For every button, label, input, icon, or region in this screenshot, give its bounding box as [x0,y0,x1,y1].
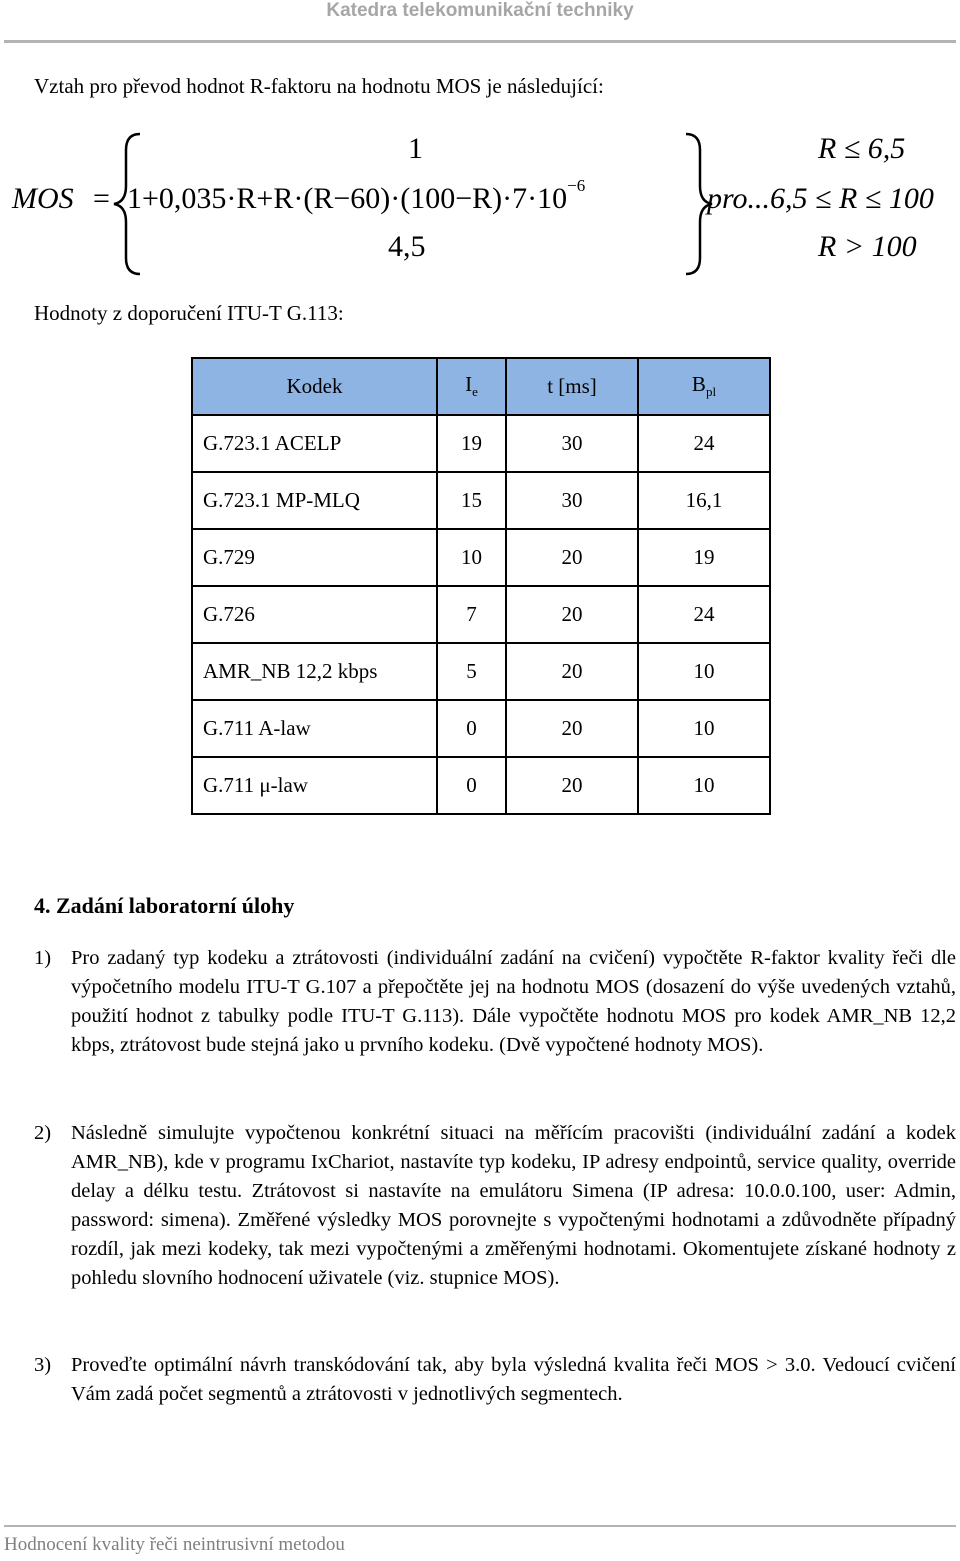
cell-kodek: G.726 [192,586,437,643]
cell-kodek: G.729 [192,529,437,586]
table-header-row [192,358,770,415]
cell-ie: 10 [437,529,506,586]
page-header-title: Katedra telekomunikační techniky [326,0,634,21]
cell-ie: 7 [437,586,506,643]
task-item-3 [34,1351,956,1409]
table-row [192,472,770,529]
task-number: 1) [34,947,52,969]
task-number: 2) [34,1122,52,1144]
header-t: t [ms] [506,358,638,415]
cell-kodek: G.711 A-law [192,700,437,757]
codec-table [191,357,771,815]
cell-t: 20 [506,586,638,643]
cell-bpl: 10 [638,643,770,700]
table-row [192,757,770,814]
task-number: 3) [34,1354,52,1376]
task-text: Pro zadaný typ kodeku a ztrátovosti (individuální zadání na cvičení) vypočtěte R-faktor kvality řeči dle výpočetního modelu ITU-T G.107 a přepočtěte jej na hodnotu MOS (dosazení do výše uvedených vztahů, použití hodnot z tabulky podle ITU-T G.113). Dále vypočtěte hodnotu MOS pro kodek AMR_NB 12,2 kbps, ztrátovost bude stejná jako u prvního kodeku. (Dvě vypočtené hodnoty MOS). [71,947,956,1056]
cell-bpl: 16,1 [638,472,770,529]
header-kodek: Kodek [192,358,437,415]
footer-divider [4,1525,956,1527]
cell-t: 20 [506,757,638,814]
cell-t: 20 [506,643,638,700]
header-bpl [638,358,770,415]
formula-case2 [127,176,586,216]
table-row [192,586,770,643]
cell-bpl: 10 [638,700,770,757]
table-row [192,643,770,700]
formula-equals: = [93,182,110,215]
formula-case2-exponent: −6 [567,176,586,195]
cell-bpl: 24 [638,415,770,472]
cell-ie: 0 [437,700,506,757]
task-item-1 [34,944,956,1060]
formula-condition-3: R > 100 [818,230,917,263]
formula-lhs: MOS [12,182,74,215]
cell-bpl: 10 [638,757,770,814]
header-ie-main: I [465,372,473,397]
header-bpl-main: B [691,372,706,397]
formula-case3-value: 4,5 [388,230,426,263]
cell-t: 30 [506,415,638,472]
task-item-2 [34,1119,956,1293]
cell-ie: 5 [437,643,506,700]
table-intro-text: Hodnoty z doporučení ITU-T G.113: [34,301,344,325]
cell-kodek: G.711 μ-law [192,757,437,814]
formula-intro-text: Vztah pro převod hodnot R-faktoru na hodnotu MOS je následující: [34,74,604,98]
cell-bpl: 19 [638,529,770,586]
mos-formula [10,128,955,278]
page-footer-text: Hodnocení kvality řeči neintrusivní metodou [4,1534,345,1555]
cell-ie: 0 [437,757,506,814]
cell-t: 20 [506,700,638,757]
formula-condition-1: R ≤ 6,5 [818,132,906,165]
cell-t: 30 [506,472,638,529]
table-row [192,415,770,472]
table-row [192,529,770,586]
cell-kodek: G.723.1 MP-MLQ [192,472,437,529]
header-ie-sub: e [472,384,478,400]
cell-ie: 15 [437,472,506,529]
cell-kodek: G.723.1 ACELP [192,415,437,472]
header-ie [437,358,506,415]
formula-case2-value: 1+0,035·R+R·(R−60)·(100−R)·7·10 [127,182,568,215]
section-heading: 4. Zadání laboratorní úlohy [34,893,295,918]
cell-kodek: AMR_NB 12,2 kbps [192,643,437,700]
table-row [192,700,770,757]
task-text: Následně simulujte vypočtenou konkrétní situaci na měřícím pracovišti (individuální zadání a kodek AMR_NB), kde v programu IxChariot, nastavíte typ kodeku, IP adresy endpointů, service quality, override delay a délku testu. Ztrátovost si nastavíte na emulátoru Simena (IP adresa: 10.0.0.100, user: Admin, password: simena). Změřené výsledky MOS porovnejte s vypočtenými hodnotami a zdůvodněte případný rozdíl, jak mezi kodeky, tak mezi vypočtenými a změřenými hodnotami. Okomentujete získané hodnoty z pohledu slovního hodnocení uživatele (viz. stupnice MOS). [71,1122,956,1289]
cell-ie: 19 [437,415,506,472]
header-bpl-sub: pl [705,384,717,400]
formula-case1-value: 1 [408,132,423,165]
cell-t: 20 [506,529,638,586]
header-divider [4,40,956,43]
task-text: Proveďte optimální návrh transkódování tak, aby byla výsledná kvalita řeči MOS > 3.0. Vedoucí cvičení Vám zadá počet segmentů a ztrátovosti v jednotlivých segmentech. [71,1354,956,1405]
formula-condition-2: pro...6,5 ≤ R ≤ 100 [707,182,934,215]
cell-bpl: 24 [638,586,770,643]
